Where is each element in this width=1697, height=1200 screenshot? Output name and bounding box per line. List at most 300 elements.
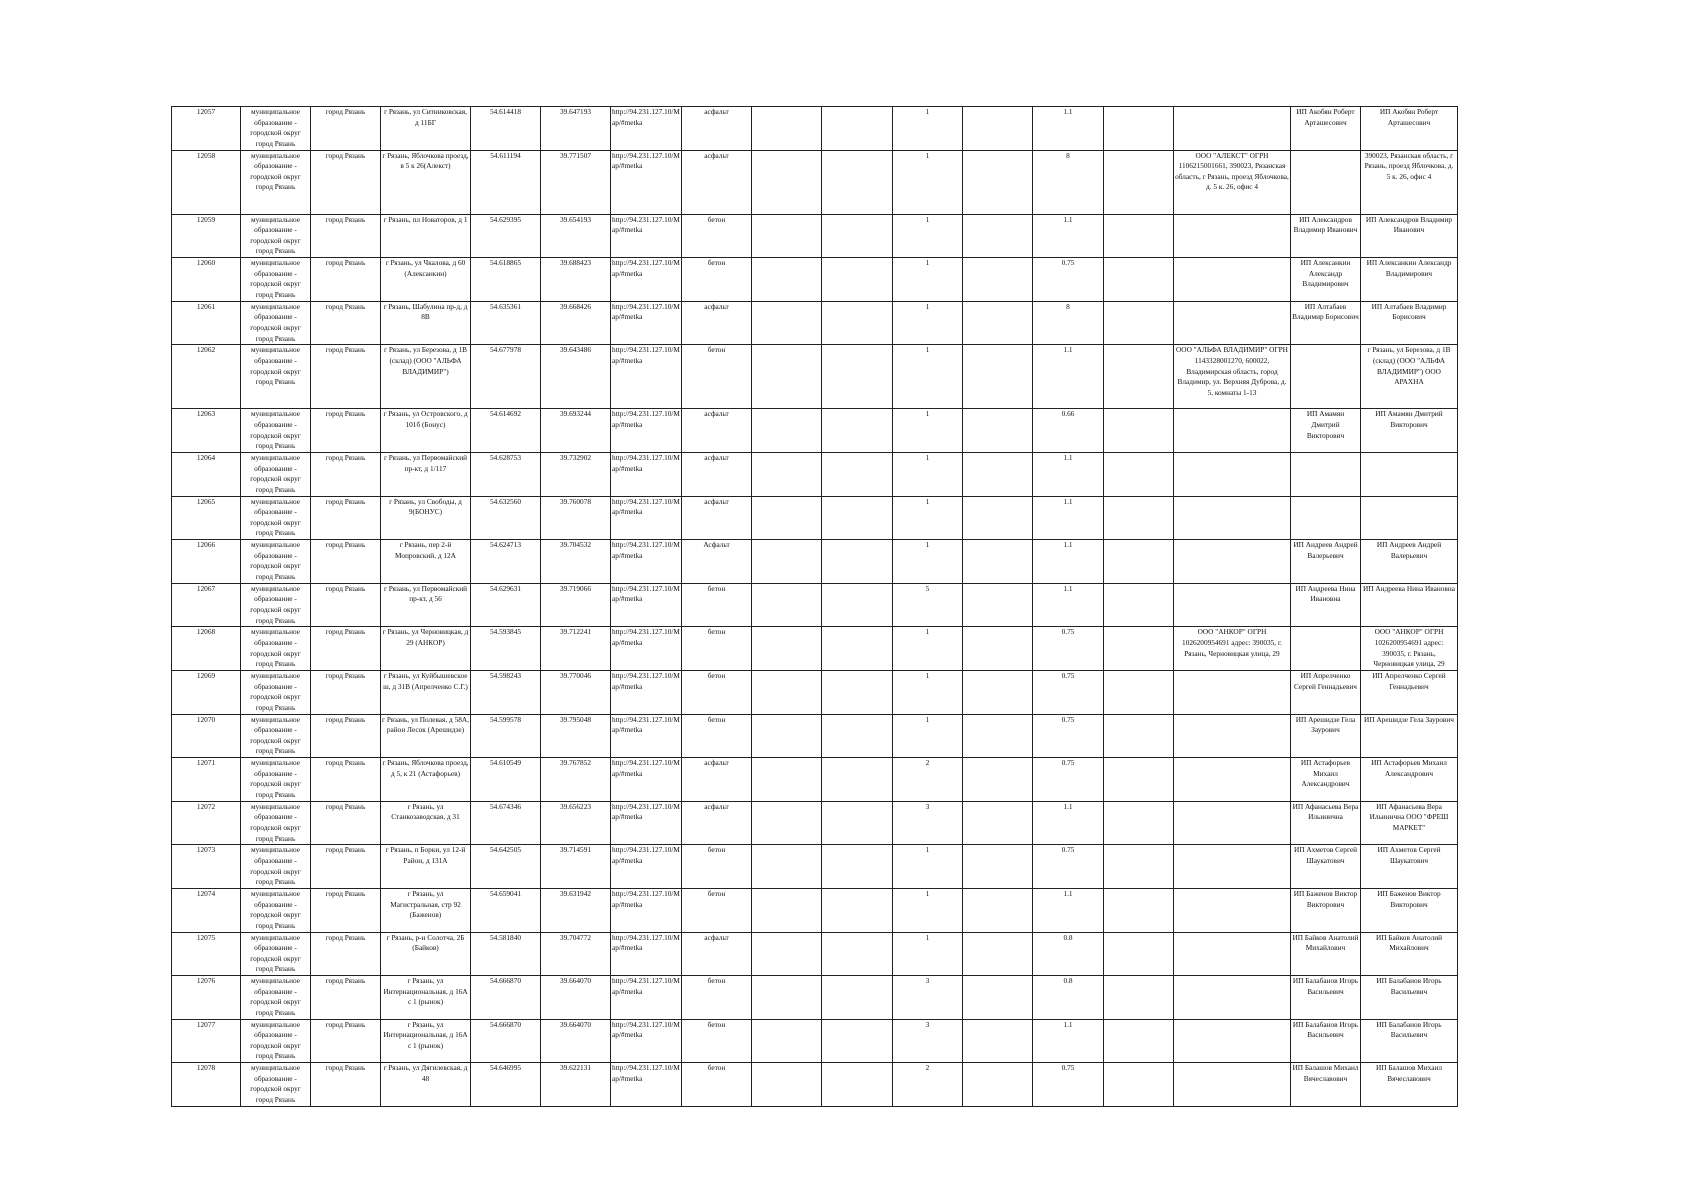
city-cell: город Рязань: [311, 670, 381, 714]
empty-cell: [963, 627, 1033, 671]
empty-cell: [822, 976, 893, 1020]
legal-entity-cell: [1174, 540, 1291, 584]
city-cell: город Рязань: [311, 1063, 381, 1107]
row-id-cell: 12074: [172, 888, 241, 932]
owner-cell: ИП Амамян Дмитрий Викторович: [1361, 409, 1458, 453]
owner-cell: ООО "АНКОР" ОГРН 1026200954691 адрес: 390035, г. Рязань, Черновицкая улица, 29: [1361, 627, 1458, 671]
empty-cell: [963, 1019, 1033, 1063]
empty-cell: [822, 845, 893, 889]
table-row: [172, 932, 1458, 976]
legal-entity-cell: [1174, 301, 1291, 345]
empty-cell: [822, 150, 893, 214]
empty-cell: [963, 888, 1033, 932]
empty-cell: [752, 150, 822, 214]
latitude-cell: 54.624713: [471, 540, 541, 584]
surface-cell: Асфальт: [682, 540, 752, 584]
container-volume-cell: 1.1: [1033, 452, 1104, 496]
legal-entity-cell: [1174, 1063, 1291, 1107]
owner-cell: ИП Ахметов Сергей Шаукатович: [1361, 845, 1458, 889]
empty-cell: [752, 301, 822, 345]
table-body: [172, 107, 1458, 1107]
empty-cell: [963, 540, 1033, 584]
container-count-cell: 2: [893, 1063, 963, 1107]
latitude-cell: 54.629631: [471, 583, 541, 627]
map-link-cell[interactable]: http://94.231.127.10/Map/#metka: [611, 258, 682, 302]
row-id-cell: 12073: [172, 845, 241, 889]
row-id-cell: 12077: [172, 1019, 241, 1063]
container-count-cell: 1: [893, 345, 963, 409]
latitude-cell: 54.598243: [471, 670, 541, 714]
latitude-cell: 54.614692: [471, 409, 541, 453]
empty-cell: [1104, 496, 1174, 540]
container-count-cell: 1: [893, 845, 963, 889]
longitude-cell: 39.712241: [541, 627, 611, 671]
entrepreneur-cell: [1291, 627, 1361, 671]
empty-cell: [1104, 714, 1174, 758]
latitude-cell: 54.642505: [471, 845, 541, 889]
owner-cell: ИП Алтабаев Владимир Борисович: [1361, 301, 1458, 345]
row-id-cell: 12064: [172, 452, 241, 496]
address-cell: г Рязань, пл Новаторов, д 1: [381, 214, 471, 258]
address-cell: г Рязань, ул Островского, д 101б (Бонус): [381, 409, 471, 453]
empty-cell: [1104, 801, 1174, 845]
longitude-cell: 39.664070: [541, 976, 611, 1020]
legal-entity-cell: [1174, 888, 1291, 932]
empty-cell: [963, 932, 1033, 976]
municipality-cell: муниципальное образование - городской округ город Рязань: [241, 1063, 311, 1107]
empty-cell: [963, 345, 1033, 409]
address-cell: г Рязань, Яблочкова проезд, в 5 к 26(Алекст): [381, 150, 471, 214]
table-row: [172, 888, 1458, 932]
row-id-cell: 12072: [172, 801, 241, 845]
municipality-cell: муниципальное образование - городской округ город Рязань: [241, 540, 311, 584]
surface-cell: бетон: [682, 845, 752, 889]
entrepreneur-cell: ИП Ахметов Сергей Шаукатович: [1291, 845, 1361, 889]
empty-cell: [822, 932, 893, 976]
surface-cell: бетон: [682, 627, 752, 671]
legal-entity-cell: ООО "АНКОР" ОГРН 1026200954691 адрес: 390035, г. Рязань, Черновицкая улица, 29: [1174, 627, 1291, 671]
owner-cell: ИП Апрелченко Сергей Геннадьевич: [1361, 670, 1458, 714]
entrepreneur-cell: ИП Алтабаев Владимир Борисович: [1291, 301, 1361, 345]
address-cell: г Рязань, ул Интернациональная, д 16А с 1 (рынок): [381, 1019, 471, 1063]
row-id-cell: 12068: [172, 627, 241, 671]
map-link-cell[interactable]: http://94.231.127.10/Map/#metka: [611, 345, 682, 409]
owner-cell: ИП Астафорьев Михаил Александрович: [1361, 758, 1458, 802]
city-cell: город Рязань: [311, 845, 381, 889]
surface-cell: асфальт: [682, 150, 752, 214]
empty-cell: [1104, 1063, 1174, 1107]
map-link-cell[interactable]: http://94.231.127.10/Map/#metka: [611, 714, 682, 758]
entrepreneur-cell: ИП Амамян Дмитрий Викторович: [1291, 409, 1361, 453]
row-id-cell: 12078: [172, 1063, 241, 1107]
empty-cell: [1104, 214, 1174, 258]
row-id-cell: 12057: [172, 107, 241, 151]
entrepreneur-cell: ИП Балабанов Игорь Васильевич: [1291, 976, 1361, 1020]
table-row: [172, 627, 1458, 671]
longitude-cell: 39.760078: [541, 496, 611, 540]
container-count-cell: 1: [893, 540, 963, 584]
city-cell: город Рязань: [311, 150, 381, 214]
surface-cell: бетон: [682, 1063, 752, 1107]
empty-cell: [822, 452, 893, 496]
city-cell: город Рязань: [311, 301, 381, 345]
surface-cell: бетон: [682, 670, 752, 714]
table-row: [172, 107, 1458, 151]
container-volume-cell: 1.1: [1033, 540, 1104, 584]
surface-cell: бетон: [682, 714, 752, 758]
longitude-cell: 39.656223: [541, 801, 611, 845]
row-id-cell: 12069: [172, 670, 241, 714]
owner-cell: г Рязань, ул Березова, д 1В (склад) (ООО "АЛЬФА ВЛАДИМИР") ООО АРАХНА: [1361, 345, 1458, 409]
municipality-cell: муниципальное образование - городской округ город Рязань: [241, 670, 311, 714]
address-cell: г Рязань, ул Березова, д 1В (склад) (ООО "АЛЬФА ВЛАДИМИР"): [381, 345, 471, 409]
empty-cell: [1104, 452, 1174, 496]
address-cell: г Рязань, пер 2-й Мопровский, д 12А: [381, 540, 471, 584]
container-count-cell: 1: [893, 627, 963, 671]
address-cell: г Рязань, ул Магистральная, стр 92 (Баженов): [381, 888, 471, 932]
owner-cell: [1361, 452, 1458, 496]
row-id-cell: 12065: [172, 496, 241, 540]
container-count-cell: 1: [893, 150, 963, 214]
container-volume-cell: 1.1: [1033, 214, 1104, 258]
municipality-cell: муниципальное образование - городской округ город Рязань: [241, 150, 311, 214]
map-link-cell[interactable]: http://94.231.127.10/Map/#metka: [611, 496, 682, 540]
legal-entity-cell: [1174, 214, 1291, 258]
municipality-cell: муниципальное образование - городской округ город Рязань: [241, 1019, 311, 1063]
longitude-cell: 39.668426: [541, 301, 611, 345]
latitude-cell: 54.599578: [471, 714, 541, 758]
container-volume-cell: 0.75: [1033, 714, 1104, 758]
municipality-cell: муниципальное образование - городской округ город Рязань: [241, 258, 311, 302]
row-id-cell: 12067: [172, 583, 241, 627]
map-link-cell[interactable]: http://94.231.127.10/Map/#metka: [611, 583, 682, 627]
surface-cell: бетон: [682, 583, 752, 627]
empty-cell: [752, 670, 822, 714]
container-count-cell: 3: [893, 976, 963, 1020]
map-link-cell[interactable]: http://94.231.127.10/Map/#metka: [611, 540, 682, 584]
latitude-cell: 54.659041: [471, 888, 541, 932]
container-volume-cell: 8: [1033, 150, 1104, 214]
surface-cell: бетон: [682, 258, 752, 302]
table-row: [172, 301, 1458, 345]
city-cell: город Рязань: [311, 1019, 381, 1063]
container-volume-cell: 0.75: [1033, 758, 1104, 802]
entrepreneur-cell: ИП Балабанов Игорь Васильевич: [1291, 1019, 1361, 1063]
empty-cell: [963, 758, 1033, 802]
legal-entity-cell: [1174, 801, 1291, 845]
empty-cell: [1104, 888, 1174, 932]
table-row: [172, 714, 1458, 758]
latitude-cell: 54.618865: [471, 258, 541, 302]
empty-cell: [752, 714, 822, 758]
surface-cell: асфальт: [682, 932, 752, 976]
municipality-cell: муниципальное образование - городской округ город Рязань: [241, 627, 311, 671]
latitude-cell: 54.611194: [471, 150, 541, 214]
owner-cell: ИП Балашов Михаил Вячеславович: [1361, 1063, 1458, 1107]
map-link-cell[interactable]: http://94.231.127.10/Map/#metka: [611, 627, 682, 671]
surface-cell: бетон: [682, 214, 752, 258]
latitude-cell: 54.614418: [471, 107, 541, 151]
table-row: [172, 345, 1458, 409]
container-count-cell: 1: [893, 301, 963, 345]
container-count-cell: 1: [893, 932, 963, 976]
surface-cell: асфальт: [682, 107, 752, 151]
map-link-cell[interactable]: http://94.231.127.10/Map/#metka: [611, 409, 682, 453]
legal-entity-cell: [1174, 976, 1291, 1020]
latitude-cell: 54.635361: [471, 301, 541, 345]
map-link-cell[interactable]: http://94.231.127.10/Map/#metka: [611, 452, 682, 496]
surface-cell: бетон: [682, 1019, 752, 1063]
empty-cell: [963, 214, 1033, 258]
container-count-cell: 1: [893, 409, 963, 453]
empty-cell: [963, 496, 1033, 540]
empty-cell: [822, 714, 893, 758]
container-count-cell: 3: [893, 1019, 963, 1063]
address-cell: г Рязань, ул Чкалова, д 60 (Алексанкин): [381, 258, 471, 302]
empty-cell: [963, 301, 1033, 345]
legal-entity-cell: ООО "АЛЕКСТ" ОГРН 1106215001661, 390023, Рязанская область, г Рязань, проезд Яблочкова, д. 5 к. 26, офис 4: [1174, 150, 1291, 214]
surface-cell: асфальт: [682, 301, 752, 345]
row-id-cell: 12061: [172, 301, 241, 345]
container-count-cell: 1: [893, 214, 963, 258]
legal-entity-cell: [1174, 452, 1291, 496]
longitude-cell: 39.767852: [541, 758, 611, 802]
entrepreneur-cell: ИП Астафорьев Михаил Александрович: [1291, 758, 1361, 802]
owner-cell: ИП Алексанкин Александр Владимирович: [1361, 258, 1458, 302]
container-count-cell: 1: [893, 452, 963, 496]
empty-cell: [822, 258, 893, 302]
legal-entity-cell: [1174, 409, 1291, 453]
owner-cell: ИП Баженов Виктор Викторович: [1361, 888, 1458, 932]
container-count-cell: 5: [893, 583, 963, 627]
surface-cell: асфальт: [682, 801, 752, 845]
entrepreneur-cell: ИП Алексанкин Александр Владимирович: [1291, 258, 1361, 302]
address-cell: г Рязань, Яблочкова проезд, д 5, к 21 (Астафорьев): [381, 758, 471, 802]
empty-cell: [822, 1063, 893, 1107]
longitude-cell: 39.622131: [541, 1063, 611, 1107]
latitude-cell: 54.666870: [471, 976, 541, 1020]
empty-cell: [963, 583, 1033, 627]
map-link-cell[interactable]: http://94.231.127.10/Map/#metka: [611, 801, 682, 845]
address-cell: г Рязань, ул Первомайский пр-кт, д 56: [381, 583, 471, 627]
owner-cell: ИП Арешидзе Гела Заурович: [1361, 714, 1458, 758]
municipality-cell: муниципальное образование - городской округ город Рязань: [241, 214, 311, 258]
map-link-cell[interactable]: http://94.231.127.10/Map/#metka: [611, 888, 682, 932]
empty-cell: [963, 845, 1033, 889]
city-cell: город Рязань: [311, 496, 381, 540]
legal-entity-cell: [1174, 714, 1291, 758]
empty-cell: [963, 1063, 1033, 1107]
empty-cell: [1104, 758, 1174, 802]
latitude-cell: 54.632560: [471, 496, 541, 540]
longitude-cell: 39.771507: [541, 150, 611, 214]
city-cell: город Рязань: [311, 409, 381, 453]
owner-cell: ИП Андреев Андрей Валерьевич: [1361, 540, 1458, 584]
municipality-cell: муниципальное образование - городской округ город Рязань: [241, 583, 311, 627]
legal-entity-cell: [1174, 845, 1291, 889]
empty-cell: [752, 627, 822, 671]
table-row: [172, 670, 1458, 714]
map-link-cell[interactable]: http://94.231.127.10/Map/#metka: [611, 107, 682, 151]
empty-cell: [822, 540, 893, 584]
surface-cell: асфальт: [682, 496, 752, 540]
row-id-cell: 12062: [172, 345, 241, 409]
latitude-cell: 54.593845: [471, 627, 541, 671]
table-row: [172, 496, 1458, 540]
legal-entity-cell: [1174, 258, 1291, 302]
empty-cell: [963, 801, 1033, 845]
map-link-cell[interactable]: http://94.231.127.10/Map/#metka: [611, 932, 682, 976]
table-row: [172, 801, 1458, 845]
city-cell: город Рязань: [311, 801, 381, 845]
city-cell: город Рязань: [311, 714, 381, 758]
table-row: [172, 583, 1458, 627]
owner-cell: ИП Андреева Нина Ивановна: [1361, 583, 1458, 627]
entrepreneur-cell: ИП Афанасьева Вера Ильинична: [1291, 801, 1361, 845]
table-row: [172, 214, 1458, 258]
container-volume-cell: 0.75: [1033, 845, 1104, 889]
city-cell: город Рязань: [311, 976, 381, 1020]
entrepreneur-cell: [1291, 150, 1361, 214]
owner-cell: ИП Акобян Роберт Арташесович: [1361, 107, 1458, 151]
row-id-cell: 12060: [172, 258, 241, 302]
container-count-cell: 3: [893, 801, 963, 845]
empty-cell: [822, 670, 893, 714]
empty-cell: [752, 976, 822, 1020]
row-id-cell: 12063: [172, 409, 241, 453]
empty-cell: [1104, 150, 1174, 214]
municipality-cell: муниципальное образование - городской округ город Рязань: [241, 976, 311, 1020]
map-link-cell[interactable]: http://94.231.127.10/Map/#metka: [611, 1063, 682, 1107]
empty-cell: [822, 627, 893, 671]
municipality-cell: муниципальное образование - городской округ город Рязань: [241, 714, 311, 758]
legal-entity-cell: [1174, 758, 1291, 802]
empty-cell: [752, 258, 822, 302]
entrepreneur-cell: ИП Андреев Андрей Валерьевич: [1291, 540, 1361, 584]
empty-cell: [1104, 540, 1174, 584]
empty-cell: [822, 583, 893, 627]
map-link-cell[interactable]: http://94.231.127.10/Map/#metka: [611, 1019, 682, 1063]
entrepreneur-cell: [1291, 452, 1361, 496]
address-cell: г Рязань, р-н Солотча, 2Б (Байков): [381, 932, 471, 976]
map-link-cell[interactable]: http://94.231.127.10/Map/#metka: [611, 150, 682, 214]
empty-cell: [752, 932, 822, 976]
map-link-cell[interactable]: http://94.231.127.10/Map/#metka: [611, 670, 682, 714]
latitude-cell: 54.677978: [471, 345, 541, 409]
longitude-cell: 39.647193: [541, 107, 611, 151]
empty-cell: [1104, 932, 1174, 976]
container-count-cell: 1: [893, 107, 963, 151]
empty-cell: [822, 496, 893, 540]
latitude-cell: 54.629395: [471, 214, 541, 258]
row-id-cell: 12076: [172, 976, 241, 1020]
empty-cell: [752, 540, 822, 584]
container-volume-cell: 1.1: [1033, 107, 1104, 151]
empty-cell: [752, 801, 822, 845]
table-row: [172, 1019, 1458, 1063]
latitude-cell: 54.610549: [471, 758, 541, 802]
empty-cell: [752, 214, 822, 258]
entrepreneur-cell: ИП Баженов Виктор Викторович: [1291, 888, 1361, 932]
owner-cell: ИП Афанасьева Вера Ильинична ООО "ФРЕШ МАРКЕТ": [1361, 801, 1458, 845]
city-cell: город Рязань: [311, 583, 381, 627]
container-count-cell: 1: [893, 888, 963, 932]
entrepreneur-cell: ИП Балашов Михаил Вячеславович: [1291, 1063, 1361, 1107]
latitude-cell: 54.646995: [471, 1063, 541, 1107]
latitude-cell: 54.666870: [471, 1019, 541, 1063]
address-cell: г Рязань, ул Ситниковская, д 11БГ: [381, 107, 471, 151]
map-link-cell[interactable]: http://94.231.127.10/Map/#metka: [611, 758, 682, 802]
container-volume-cell: 0.75: [1033, 670, 1104, 714]
longitude-cell: 39.795048: [541, 714, 611, 758]
legal-entity-cell: [1174, 583, 1291, 627]
empty-cell: [963, 107, 1033, 151]
owner-cell: ИП Байков Анатолий Михайлович: [1361, 932, 1458, 976]
empty-cell: [1104, 627, 1174, 671]
empty-cell: [822, 801, 893, 845]
municipality-cell: муниципальное образование - городской округ город Рязань: [241, 409, 311, 453]
city-cell: город Рязань: [311, 627, 381, 671]
entrepreneur-cell: ИП Апрелченко Сергей Геннадьевич: [1291, 670, 1361, 714]
empty-cell: [752, 888, 822, 932]
city-cell: город Рязань: [311, 540, 381, 584]
legal-entity-cell: [1174, 670, 1291, 714]
municipality-cell: муниципальное образование - городской округ город Рязань: [241, 496, 311, 540]
container-volume-cell: 0.66: [1033, 409, 1104, 453]
latitude-cell: 54.581840: [471, 932, 541, 976]
address-cell: г Рязань, ул Свободы, д 9(БОНУС): [381, 496, 471, 540]
row-id-cell: 12058: [172, 150, 241, 214]
map-link-cell[interactable]: http://94.231.127.10/Map/#metka: [611, 976, 682, 1020]
empty-cell: [963, 714, 1033, 758]
empty-cell: [822, 301, 893, 345]
empty-cell: [752, 345, 822, 409]
row-id-cell: 12066: [172, 540, 241, 584]
map-link-cell[interactable]: http://94.231.127.10/Map/#metka: [611, 301, 682, 345]
address-cell: г Рязань, ул Куйбышевское ш, д 31В (Апрелченко С.Г.): [381, 670, 471, 714]
empty-cell: [822, 888, 893, 932]
municipality-cell: муниципальное образование - городской округ город Рязань: [241, 888, 311, 932]
surface-cell: асфальт: [682, 409, 752, 453]
container-count-cell: 1: [893, 496, 963, 540]
city-cell: город Рязань: [311, 214, 381, 258]
address-cell: г Рязань, ул Черновицкая, д 29 (АНКОР): [381, 627, 471, 671]
address-cell: г Рязань, ул Интернациональная, д 16А с 1 (рынок): [381, 976, 471, 1020]
empty-cell: [963, 976, 1033, 1020]
container-volume-cell: 0.75: [1033, 1063, 1104, 1107]
container-volume-cell: 1.1: [1033, 1019, 1104, 1063]
container-count-cell: 1: [893, 714, 963, 758]
table-row: [172, 409, 1458, 453]
municipality-cell: муниципальное образование - городской округ город Рязань: [241, 758, 311, 802]
empty-cell: [1104, 301, 1174, 345]
container-volume-cell: 0.75: [1033, 258, 1104, 302]
entrepreneur-cell: ИП Арешидзе Гела Заурович: [1291, 714, 1361, 758]
map-link-cell[interactable]: http://94.231.127.10/Map/#metka: [611, 214, 682, 258]
owner-cell: ИП Балабанов Игорь Васильевич: [1361, 976, 1458, 1020]
empty-cell: [822, 107, 893, 151]
map-link-cell[interactable]: http://94.231.127.10/Map/#metka: [611, 845, 682, 889]
municipality-cell: муниципальное образование - городской округ город Рязань: [241, 845, 311, 889]
longitude-cell: 39.631942: [541, 888, 611, 932]
city-cell: город Рязань: [311, 345, 381, 409]
row-id-cell: 12071: [172, 758, 241, 802]
address-cell: г Рязань, ул Полевая, д 58А, район Лесок (Арешидзе): [381, 714, 471, 758]
empty-cell: [1104, 107, 1174, 151]
longitude-cell: 39.664070: [541, 1019, 611, 1063]
table-row: [172, 845, 1458, 889]
municipality-cell: муниципальное образование - городской округ город Рязань: [241, 107, 311, 151]
